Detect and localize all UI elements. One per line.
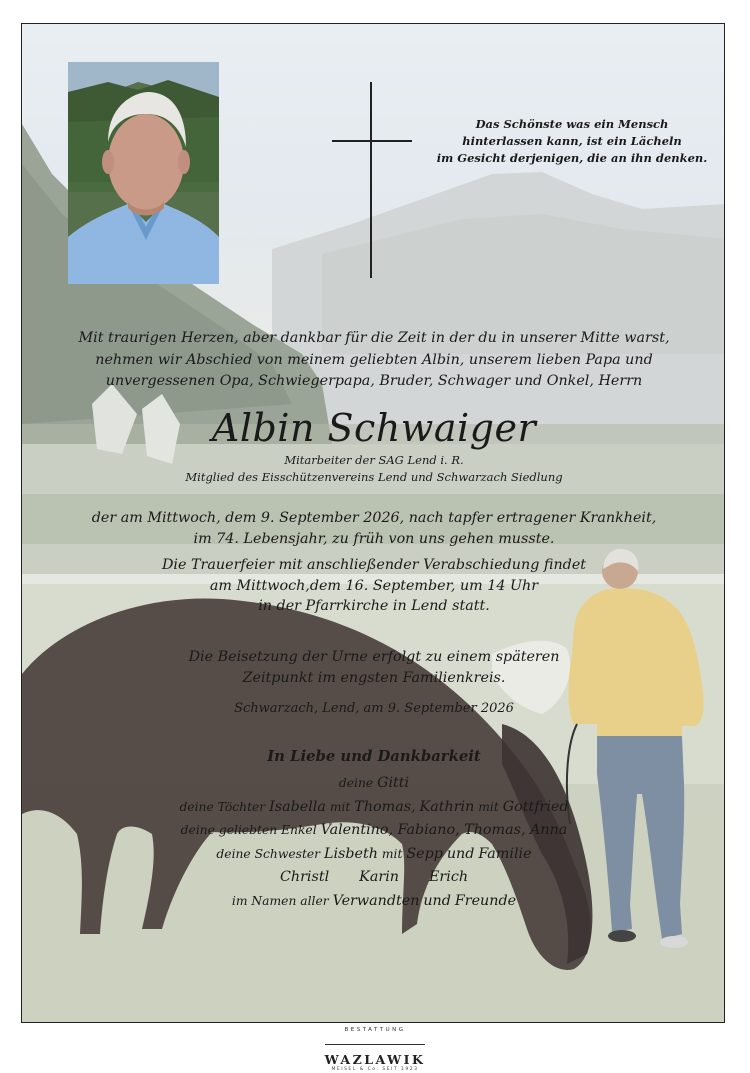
mourner-closing (22, 890, 725, 914)
memorial-quote (422, 116, 722, 167)
deceased-name: Albin Schwaiger (211, 406, 537, 450)
funeral-home-logo (0, 1027, 750, 1073)
mourner-connector: mit (381, 846, 403, 861)
mourner-grandchildren (22, 819, 725, 843)
mourner-prefix: deine (338, 776, 374, 790)
logo-name: WAZLAWIK (324, 1052, 426, 1067)
role-line: Mitarbeiter der SAG Lend i. R. (284, 453, 464, 467)
mourner-wife (22, 772, 725, 796)
logo-rule (0, 1034, 750, 1053)
quote-line: hinterlassen kann, ist ein Lächeln (462, 134, 682, 148)
funeral-line: Die Trauerfeier mit anschließender Verabschiedung findet (161, 557, 587, 573)
quote-line: im Gesicht derjenigen, die an ihn denken. (436, 151, 708, 165)
role-line: Mitglied des Eisschützenvereins Lend und Schwarzach Siedlung (185, 469, 563, 484)
mourner-name: Valentino, Fabiano, Thomas, Anna (320, 822, 568, 838)
quote-line: Das Schönste was ein Mensch (475, 117, 669, 131)
funeral-line: in der Pfarrkirche in Lend statt. (258, 598, 490, 614)
mourner-name: Gitti (377, 775, 410, 791)
logo-divider (325, 1044, 425, 1045)
deceased-roles (22, 452, 725, 485)
mourner-others (22, 866, 725, 890)
mourner-name: Isabella (269, 798, 326, 815)
closing-text: im Namen aller (231, 893, 329, 908)
mourner-name: Lisbeth (323, 845, 378, 862)
mourner-connector: mit (478, 799, 499, 814)
death-line: im 74. Lebensjahr, zu früh von uns gehen musste. (193, 530, 555, 547)
cross-horizontal-bar (332, 140, 412, 142)
cross-symbol (332, 82, 412, 278)
burial-line: Die Beisetzung der Urne erfolgt zu einem späteren (188, 649, 560, 665)
funeral-details (22, 555, 725, 617)
intro-text (22, 328, 725, 393)
mourner-name: Kathrin (419, 798, 475, 815)
mourner-name: Gottfried (502, 798, 569, 815)
mourner-name: Familie (478, 845, 532, 862)
mourner-prefix: deine Schwester (216, 846, 321, 861)
closing-text: und (423, 892, 451, 909)
mourner-name: Thomas, (354, 798, 416, 815)
funeral-line: am Mittwoch,dem 16. September, um 14 Uhr (209, 577, 539, 594)
mourner-connector: mit (329, 799, 351, 814)
mourners-heading: In Liebe und Dankbarkeit (267, 748, 481, 765)
place-date: Schwarzach, Lend, am 9. September 2026 (234, 701, 514, 716)
intro-line: nehmen wir Abschied von meinem geliebten Albin, unserem lieben Papa und (95, 351, 653, 368)
mourner-prefix: deine Töchter (179, 799, 266, 814)
closing-text: Freunde (454, 892, 517, 909)
logo-subtext: MEISEL & Co. SEIT 1923 (331, 1067, 419, 1072)
closing-text: Verwandten (332, 892, 420, 909)
intro-line: unvergessenen Opa, Schwiegerpapa, Bruder, Schwager und Onkel, Herrn (105, 373, 643, 389)
burial-line: Zeitpunkt im engsten Familienkreis. (242, 669, 506, 686)
mourner-name: Karin (359, 869, 399, 885)
mourner-name: Sepp (406, 845, 443, 862)
mourner-prefix: deine geliebten Enkel (180, 823, 317, 837)
death-line: der am Mittwoch, dem 9. September 2026, nach tapfer ertragener Krankheit, (91, 510, 657, 526)
logo-top-text: BESTATTUNG (344, 1027, 406, 1033)
obituary-card (21, 23, 725, 1023)
mourner-name: Erich (428, 869, 469, 885)
intro-line: Mit traurigen Herzen, aber dankbar für die Zeit in der du in unserer Mitte warst, (78, 330, 670, 346)
mourners-list (22, 772, 725, 913)
mourner-connector: und (446, 845, 475, 862)
portrait-photo (68, 62, 219, 284)
mourner-sister (22, 843, 725, 867)
cross-vertical-bar (370, 82, 372, 278)
death-notice (22, 508, 725, 549)
burial-details (22, 647, 725, 688)
mourner-daughters (22, 796, 725, 820)
mourner-name: Christl (279, 869, 330, 885)
